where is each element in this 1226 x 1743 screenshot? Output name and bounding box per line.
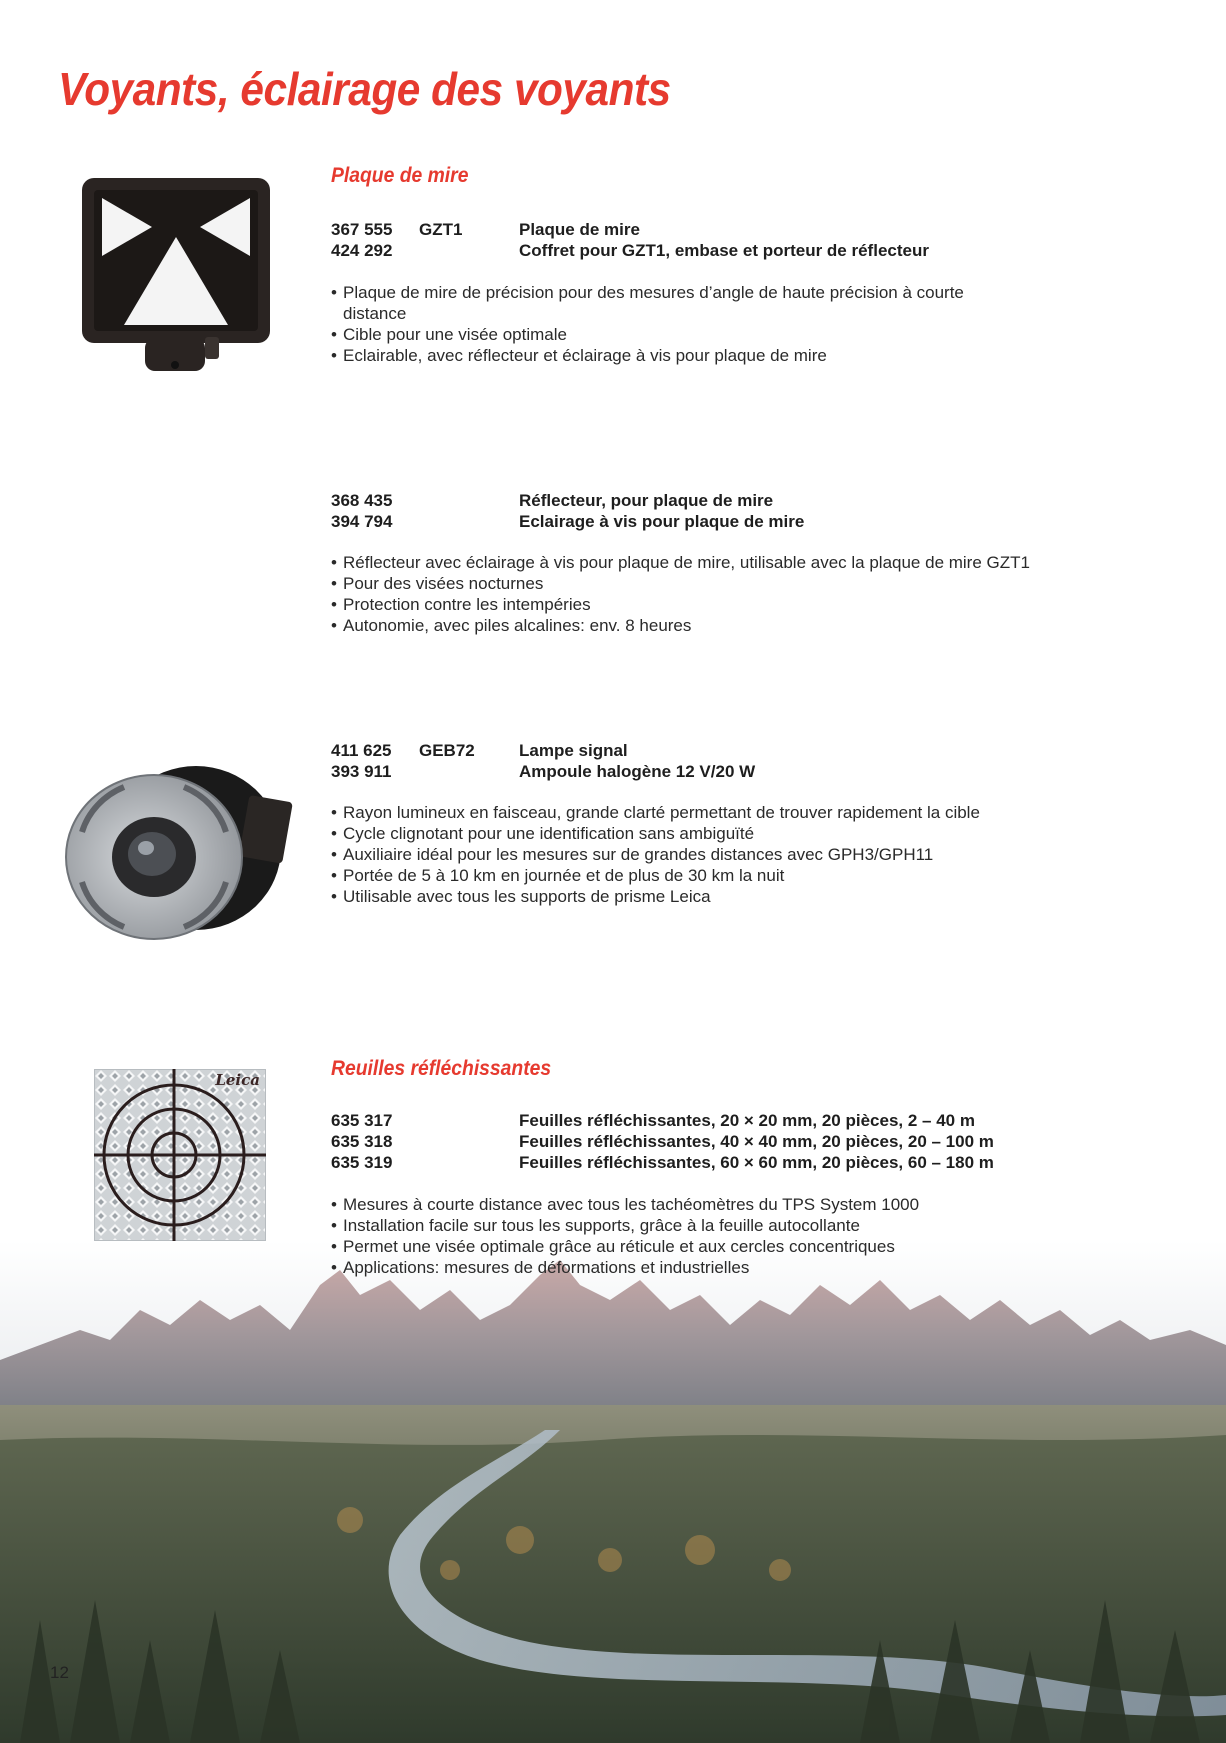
list-item: • Auxiliaire idéal pour les mesures sur de grandes distances avec GPH3/GPH11 bbox=[331, 844, 1161, 865]
list-item: • Réflecteur avec éclairage à vis pour plaque de mire, utilisable avec la plaque de mire GZT1 bbox=[331, 552, 1161, 573]
table-row bbox=[331, 740, 1151, 761]
list-item: • Autonomie, avec piles alcalines: env. 8 heures bbox=[331, 615, 1161, 636]
leica-logo: Leica bbox=[215, 1071, 260, 1089]
feature-list-reflecteur bbox=[331, 552, 1161, 636]
list-item: • Rayon lumineux en faisceau, grande clarté permettant de trouver rapidement la cible bbox=[331, 802, 1161, 823]
article-number: 368 435 bbox=[331, 491, 393, 510]
section-heading-plaque-de-mire: Plaque de mire bbox=[331, 164, 469, 187]
model-name bbox=[419, 1131, 519, 1152]
list-item: • Eclairable, avec réflecteur et éclairage à vis pour plaque de mire bbox=[331, 345, 1011, 366]
table-row bbox=[331, 240, 1151, 261]
reflective-sheet-graphic bbox=[94, 1069, 266, 1241]
article-number: 424 292 bbox=[331, 241, 393, 260]
list-item: • Permet une visée optimale grâce au réticule et aux cercles concentriques bbox=[331, 1236, 1161, 1257]
product-description: Plaque de mire bbox=[519, 220, 640, 239]
table-row bbox=[331, 511, 1151, 532]
list-item: • Utilisable avec tous les supports de prisme Leica bbox=[331, 886, 1161, 907]
model-name: GZT1 bbox=[419, 220, 463, 239]
model-name bbox=[419, 511, 519, 532]
product-table-lampe bbox=[331, 740, 1151, 782]
table-row bbox=[331, 761, 1151, 782]
article-number: 393 911 bbox=[331, 762, 392, 781]
product-description: Coffret pour GZT1, embase et porteur de réflecteur bbox=[519, 241, 929, 260]
table-row bbox=[331, 1152, 1151, 1173]
list-item: • Mesures à courte distance avec tous les tachéomètres du TPS System 1000 bbox=[331, 1194, 1161, 1215]
list-item: • Pour des visées nocturnes bbox=[331, 573, 1161, 594]
list-item: • Plaque de mire de précision pour des mesures d’angle de haute précision à courte distance bbox=[331, 282, 1011, 324]
list-item: • Applications: mesures de déformations et industrielles bbox=[331, 1257, 1161, 1278]
article-number: 394 794 bbox=[331, 512, 393, 531]
product-description: Lampe signal bbox=[519, 741, 628, 760]
article-number: 367 555 bbox=[331, 220, 393, 239]
model-name bbox=[419, 761, 519, 782]
product-description: Réflecteur, pour plaque de mire bbox=[519, 491, 774, 510]
section-heading-feuilles: Reuilles réfléchissantes bbox=[331, 1057, 552, 1080]
model-name bbox=[419, 240, 519, 261]
model-name bbox=[419, 1110, 519, 1131]
landscape-photo bbox=[0, 1240, 1226, 1743]
table-row bbox=[331, 1110, 1151, 1131]
article-number: 411 625 bbox=[331, 741, 392, 760]
list-item: • Protection contre les intempéries bbox=[331, 594, 1161, 615]
article-number: 635 318 bbox=[331, 1132, 393, 1151]
product-description: Ampoule halogène 12 V/20 W bbox=[519, 762, 756, 781]
model-name bbox=[419, 1152, 519, 1173]
page-number: 12 bbox=[50, 1663, 69, 1682]
target-plate-photo bbox=[82, 175, 274, 375]
product-table-reflecteur bbox=[331, 490, 1151, 532]
product-table-plaque bbox=[331, 219, 1151, 261]
list-item: • Installation facile sur tous les supports, grâce à la feuille autocollante bbox=[331, 1215, 1161, 1236]
model-name: GEB72 bbox=[419, 741, 475, 760]
table-row bbox=[331, 1131, 1151, 1152]
list-item: • Cycle clignotant pour une identification sans ambiguïté bbox=[331, 823, 1161, 844]
article-number: 635 317 bbox=[331, 1111, 393, 1130]
product-table-feuilles bbox=[331, 1110, 1151, 1173]
page-title: Voyants, éclairage des voyants bbox=[58, 63, 671, 115]
table-row bbox=[331, 219, 1151, 240]
list-item: • Cible pour une visée optimale bbox=[331, 324, 1011, 345]
product-description: Feuilles réfléchissantes, 40 × 40 mm, 20 pièces, 20 – 100 m bbox=[519, 1132, 994, 1151]
model-name bbox=[419, 490, 519, 511]
reflective-sheet-photo bbox=[94, 1069, 266, 1241]
product-description: Eclairage à vis pour plaque de mire bbox=[519, 512, 805, 531]
article-number: 635 319 bbox=[331, 1153, 393, 1172]
table-row bbox=[331, 490, 1151, 511]
signal-lamp-photo bbox=[64, 762, 296, 944]
product-description: Feuilles réfléchissantes, 20 × 20 mm, 20 pièces, 2 – 40 m bbox=[519, 1111, 975, 1130]
feature-list-feuilles bbox=[331, 1194, 1161, 1278]
list-item: • Portée de 5 à 10 km en journée et de plus de 30 km la nuit bbox=[331, 865, 1161, 886]
feature-list-plaque bbox=[331, 282, 1011, 366]
product-description: Feuilles réfléchissantes, 60 × 60 mm, 20 pièces, 60 – 180 m bbox=[519, 1153, 994, 1172]
feature-list-lampe bbox=[331, 802, 1161, 907]
